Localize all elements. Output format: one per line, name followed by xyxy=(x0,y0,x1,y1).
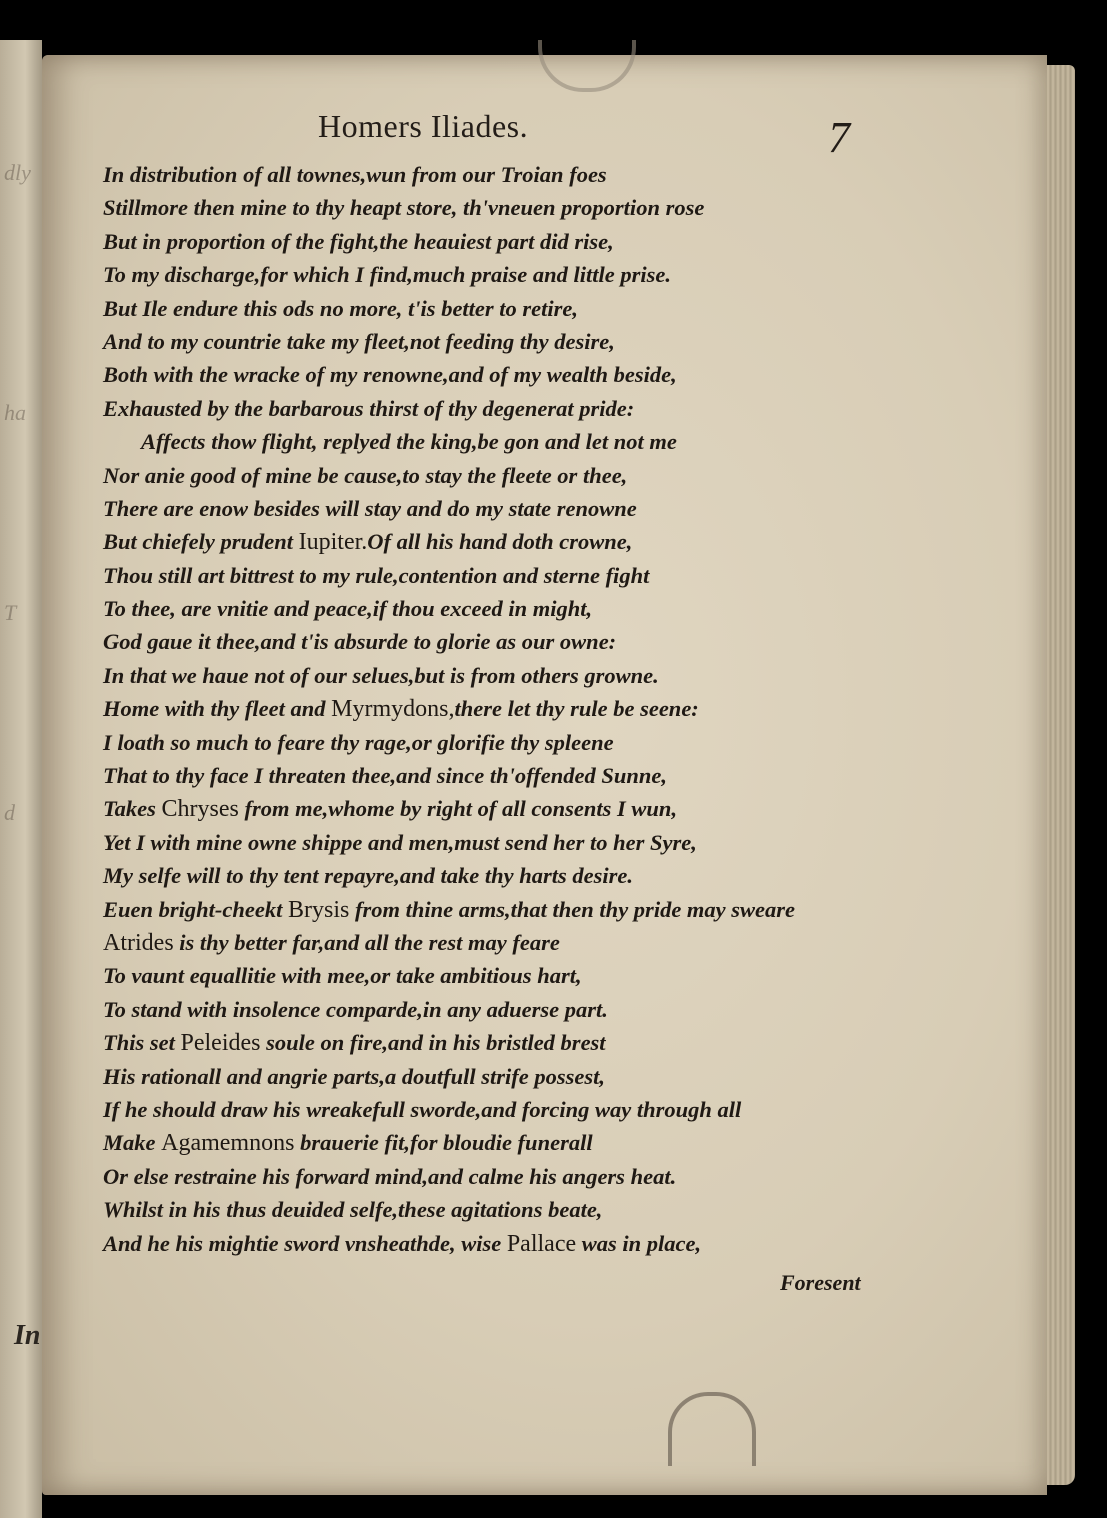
verse-line xyxy=(103,292,795,325)
verse-line xyxy=(103,1093,795,1126)
verse-text xyxy=(103,158,795,1260)
facing-page-catchword: In xyxy=(14,1320,41,1351)
roman-name: Atrides xyxy=(103,929,174,956)
verse-segment: God gaue it thee,and t'is absurde to glorie as our owne: xyxy=(103,629,617,655)
verse-line xyxy=(103,158,795,191)
verse-segment: That to thy face I threaten thee,and since th'offended Sunne, xyxy=(103,763,667,789)
verse-segment: In that we haue not of our selues,but is from others growne. xyxy=(103,662,659,688)
verse-line xyxy=(103,258,795,291)
verse-segment: To my discharge,for which I find,much praise and little prise. xyxy=(103,262,671,288)
bleed-through-mark: ha xyxy=(4,400,26,425)
verse-segment: from thine arms,that then thy pride may sweare xyxy=(349,896,796,922)
roman-name: Brysis xyxy=(288,896,350,923)
roman-name: Iupiter. xyxy=(298,529,368,556)
verse-segment: To vaunt equallitie with mee,or take ambitious hart, xyxy=(103,963,582,989)
page-number: 7 xyxy=(828,113,850,162)
verse-line xyxy=(103,492,795,525)
verse-line xyxy=(103,959,795,992)
verse-line xyxy=(103,191,795,224)
verse-segment: Euen bright-cheekt xyxy=(103,896,289,922)
verse-line xyxy=(103,692,795,725)
verse-segment: Nor anie good of mine be cause,to stay the fleete or thee, xyxy=(103,462,628,488)
catchword: Foresent xyxy=(780,1270,861,1295)
roman-name: Peleides xyxy=(180,1030,261,1057)
verse-line xyxy=(103,826,795,859)
verse-segment: But chiefely prudent xyxy=(103,529,299,555)
verse-segment: And he his mightie sword vnsheathde, wise xyxy=(103,1230,507,1256)
verse-line xyxy=(103,1193,795,1226)
verse-segment: Takes xyxy=(103,796,162,822)
bleed-through-mark: d xyxy=(4,800,15,825)
verse-segment: Or else restraine his forward mind,and calme his angers heat. xyxy=(103,1163,677,1189)
verse-segment: Make xyxy=(103,1130,162,1156)
verse-segment: There are enow besides will stay and do my state renowne xyxy=(103,495,637,521)
running-title: Homers Iliades. xyxy=(318,108,529,144)
verse-segment: soule on fire,and in his bristled brest xyxy=(260,1030,606,1056)
verse-segment: was in place, xyxy=(576,1230,702,1256)
verse-segment: from me,whome by right of all consents I wun, xyxy=(238,796,678,822)
verse-line xyxy=(103,592,795,625)
page-fore-edge xyxy=(1047,65,1075,1485)
verse-line xyxy=(103,726,795,759)
verse-segment: is thy better far,and all the rest may feare xyxy=(173,929,560,955)
verse-segment: And to my countrie take my fleet,not feeding thy desire, xyxy=(103,328,615,354)
verse-line xyxy=(103,1026,795,1059)
verse-line xyxy=(103,225,795,258)
verse-line xyxy=(103,625,795,658)
verse-line xyxy=(103,459,795,492)
verse-line xyxy=(103,759,795,792)
verse-line xyxy=(103,559,795,592)
roman-name: Pallace xyxy=(506,1230,577,1257)
binding-clip-bottom xyxy=(668,1392,756,1466)
verse-segment: Yet I with mine owne shippe and men,must send her to her Syre, xyxy=(103,829,697,855)
roman-name: Chryses xyxy=(161,796,239,823)
roman-name: Myrmydons, xyxy=(331,696,455,723)
verse-line xyxy=(103,425,795,458)
verse-line xyxy=(103,325,795,358)
bleed-through-mark: T xyxy=(4,600,17,625)
verse-segment: But Ile endure this ods no more, t'is better to retire, xyxy=(103,295,579,321)
verse-line xyxy=(103,926,795,959)
verse-segment: I loath so much to feare thy rage,or glorifie thy spleene xyxy=(103,729,614,755)
verse-segment: His rationall and angrie parts,a doutfull strife possest, xyxy=(103,1063,605,1089)
verse-line xyxy=(103,358,795,391)
verse-segment: Both with the wracke of my renowne,and of my wealth beside, xyxy=(103,362,677,388)
verse-segment: Troian foes xyxy=(500,162,607,187)
verse-line xyxy=(103,1060,795,1093)
verse-segment: Of all his hand doth crowne, xyxy=(367,529,633,555)
verse-segment: In distribution of all townes,wun from our xyxy=(103,162,501,187)
verse-line xyxy=(103,1160,795,1193)
verse-segment: If he should draw his wreakefull sworde,and forcing way through all xyxy=(103,1096,742,1122)
verse-line xyxy=(103,659,795,692)
verse-line xyxy=(103,525,795,558)
verse-line xyxy=(103,993,795,1026)
verse-segment: there let thy rule be seene: xyxy=(454,696,699,722)
verse-segment: Thou still art bittrest to my rule,contention and sterne fight xyxy=(103,562,650,588)
verse-segment: brauerie fit,for bloudie funerall xyxy=(294,1130,593,1156)
verse-segment: Stillmore then mine to thy heapt store, th'vneuen proportion rose xyxy=(103,195,705,221)
verse-line xyxy=(103,392,795,425)
verse-segment: Home with thy fleet and xyxy=(103,696,332,722)
verse-segment: My selfe will to thy tent repayre,and take thy harts desire. xyxy=(103,863,633,889)
verse-segment: But in proportion of the fight,the heauiest part did rise, xyxy=(103,228,614,254)
verse-segment: Exhausted by the barbarous thirst of thy degenerat pride: xyxy=(103,395,635,421)
roman-name: Agamemnons xyxy=(161,1130,295,1157)
verse-segment: Affects thow flight, replyed the king,be gon and let not me xyxy=(141,429,677,455)
bleed-through-mark: dly xyxy=(4,160,31,185)
verse-segment: This set xyxy=(103,1030,181,1056)
verse-line xyxy=(103,1126,795,1159)
verse-line xyxy=(103,1227,795,1260)
verse-line xyxy=(103,859,795,892)
verse-segment: Whilst in his thus deuided selfe,these agitations beate, xyxy=(103,1197,603,1223)
verse-segment: To stand with insolence comparde,in any aduerse part. xyxy=(103,996,608,1022)
facing-page-edge xyxy=(0,40,42,1518)
verse-line xyxy=(103,893,795,926)
verse-segment: To thee, are vnitie and peace,if thou exceed in might, xyxy=(103,596,593,622)
verse-line xyxy=(103,792,795,825)
